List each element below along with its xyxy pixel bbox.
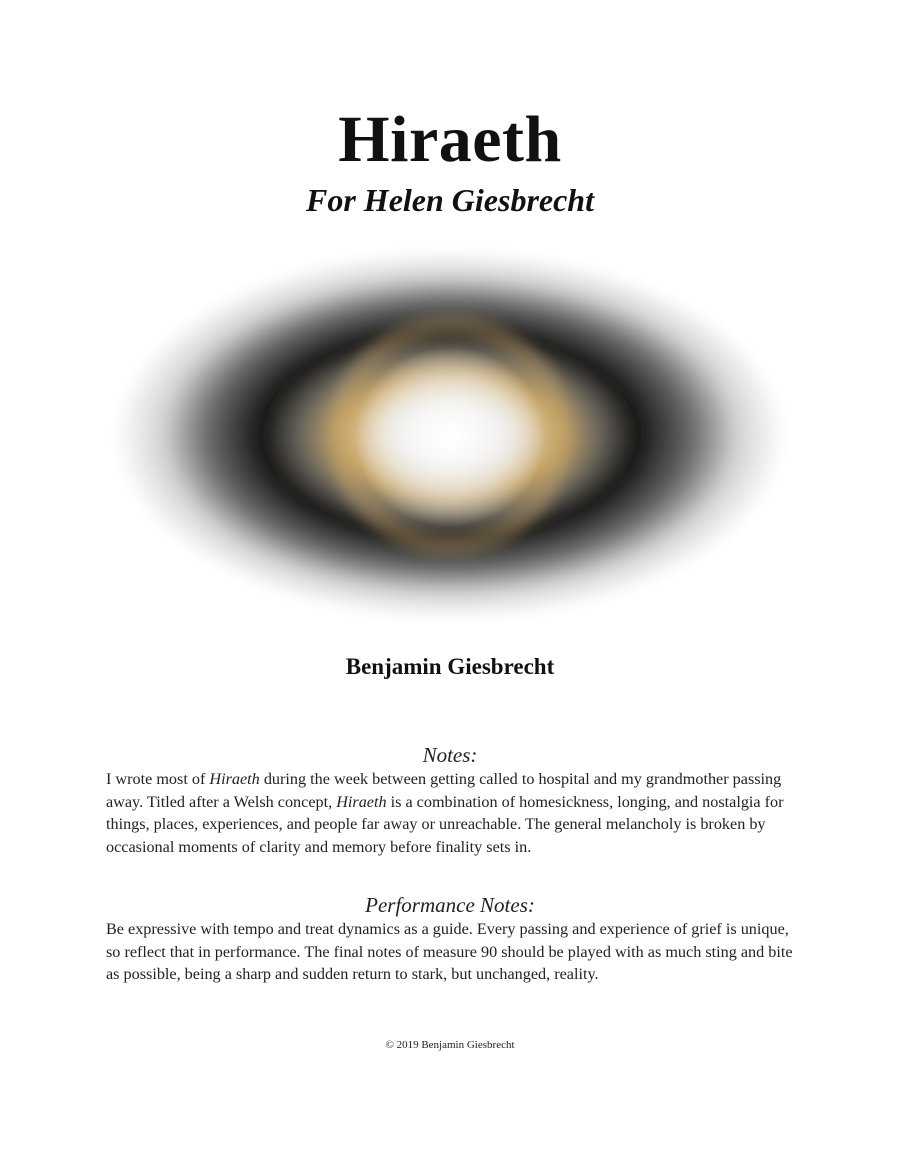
dedication: For Helen Giesbrecht — [306, 182, 594, 218]
notes-work-title: Hiraeth — [336, 792, 387, 811]
performance-notes-paragraph: Be expressive with tempo and treat dynamics as a guide. Every passing and experience of grief is unique, so reflect that in performance. The final notes of measure 90 should be played with as much sting and bite as possible, being a sharp and sudden return to stark, but unchanged, reality. — [106, 920, 793, 983]
notes-work-title: Hiraeth — [209, 770, 260, 788]
blurred-eye-artwork — [110, 245, 790, 625]
notes-text: is a combination of homesickness, longing, and nostalgia for things, places, experiences, and people far away or unreachable. The general melancholy is broken by occasional moments of clarity and memory before finality sets in. — [106, 792, 784, 856]
notes-heading: Notes: — [422, 743, 478, 767]
page-title: Hiraeth — [338, 103, 562, 176]
notes-paragraph — [106, 768, 796, 858]
copyright-notice: © 2019 Benjamin Giesbrecht — [385, 1039, 515, 1051]
notes-text: I wrote most of — [106, 770, 210, 788]
composer-name: Benjamin Giesbrecht — [345, 654, 555, 679]
eye-center — [355, 347, 545, 527]
notes-text: during the week between getting called to hospital and my grandmother passing away. Titled after a Welsh concept, — [106, 770, 782, 811]
performance-notes-heading: Performance Notes: — [365, 893, 535, 917]
